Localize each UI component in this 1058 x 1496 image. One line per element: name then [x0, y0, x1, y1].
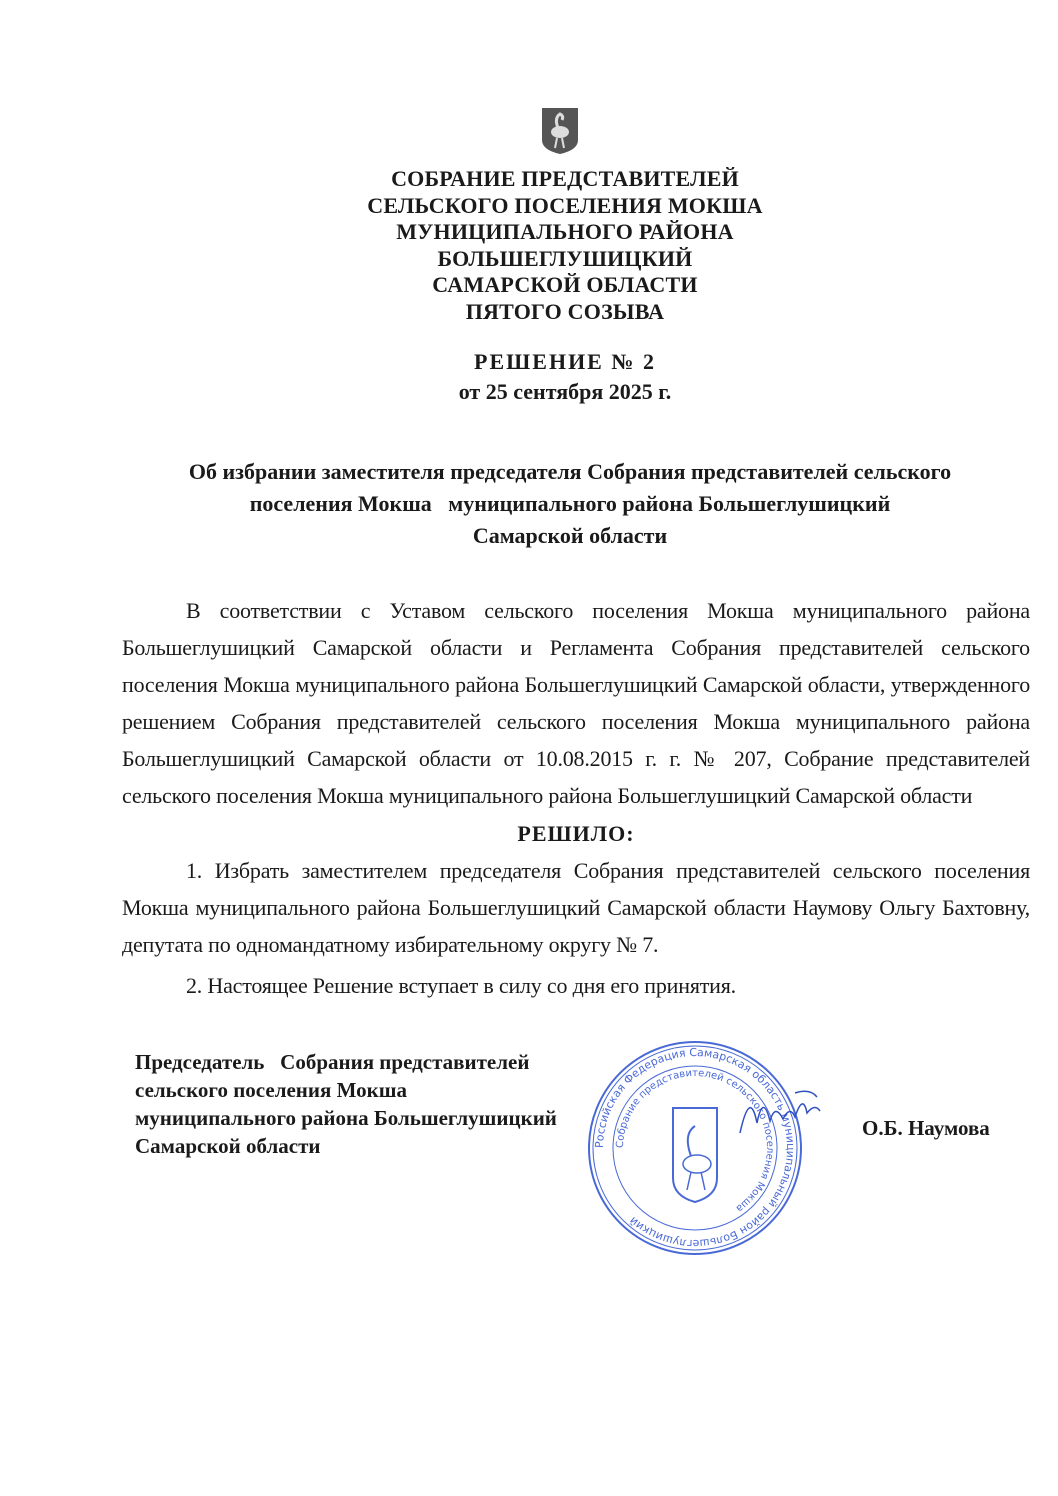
preamble-text: В соответствии с Уставом сельского поселения Мокша муниципального района Большеглушицкий Самарской области и Регламента Собрания представителей сельского поселения Мокша муниципального района Большеглушицкий Самарской области, утвержденного решением Собрания представителей сельского поселения Мокша муниципального района Большеглушицкий Самарской области от 10.08.2015 г. г. № 207, Собрание представителей сельского поселения Мокша муниципального района Большеглушицкий Самарской области: [122, 598, 1030, 808]
decision-date: от 25 сентября 2025 г.: [458, 379, 672, 404]
position-line: Председатель Собрания представителей: [135, 1050, 530, 1074]
header-line: ПЯТОГО СОЗЫВА: [465, 298, 665, 324]
stamp-outer-text: Российская Федерация Самарская область муниципальный район Большеглушицкий: [592, 1045, 798, 1251]
decision-item: 2. Настоящее Решение вступает в силу со дня его принятия.: [186, 973, 736, 998]
signatory-name: О.Б. Наумова: [862, 1116, 990, 1140]
signature-block: [135, 1045, 1030, 1278]
header-line: СОБРАНИЕ ПРЕДСТАВИТЕЛЕЙ: [391, 166, 739, 191]
decision-number: РЕШЕНИЕ № 2: [474, 349, 656, 374]
position-line: муниципального района Большеглушицкий: [135, 1106, 557, 1130]
official-seal-stamp: [585, 1038, 805, 1258]
header-line: МУНИЦИПАЛЬНОГО РАЙОНА: [396, 219, 734, 244]
header-line: СЕЛЬСКОГО ПОСЕЛЕНИЯ МОКША: [367, 192, 763, 218]
position-line: Самарской области: [135, 1134, 321, 1158]
decision-items: [122, 852, 1030, 1004]
resolved-heading: РЕШИЛО:: [517, 821, 635, 846]
document-title: [120, 456, 1020, 552]
decision-item: 1. Избрать заместителем председателя Собрания представителей сельского поселения Мокша муниципального района Большеглушицкий Самарской области Наумову Ольгу Бахтовну, депутата по одномандатному избирательному округу № 7.: [122, 858, 1030, 957]
decision-heading: [300, 347, 830, 407]
header-line: САМАРСКОЙ ОБЛАСТИ: [432, 272, 698, 297]
title-line: Об избрании заместителя председателя Собрания представителей сельского: [188, 459, 952, 484]
handwritten-signature: [735, 1083, 825, 1143]
title-line: Самарской области: [472, 523, 668, 548]
document-body: [122, 592, 1030, 1278]
preamble: [122, 592, 1030, 814]
signatory-position: [135, 1048, 557, 1160]
coat-of-arms-emblem: [540, 106, 580, 156]
header-line: БОЛЬШЕГЛУШИЦКИЙ: [437, 245, 693, 271]
position-line: сельского поселения Мокша: [135, 1078, 407, 1102]
issuer-header: [300, 166, 830, 325]
title-line: поселения Мокша муниципального района Большеглушицкий: [249, 491, 891, 516]
stamp-inner-text: Собрание представителей сельского поселения Мокша: [614, 1067, 776, 1214]
